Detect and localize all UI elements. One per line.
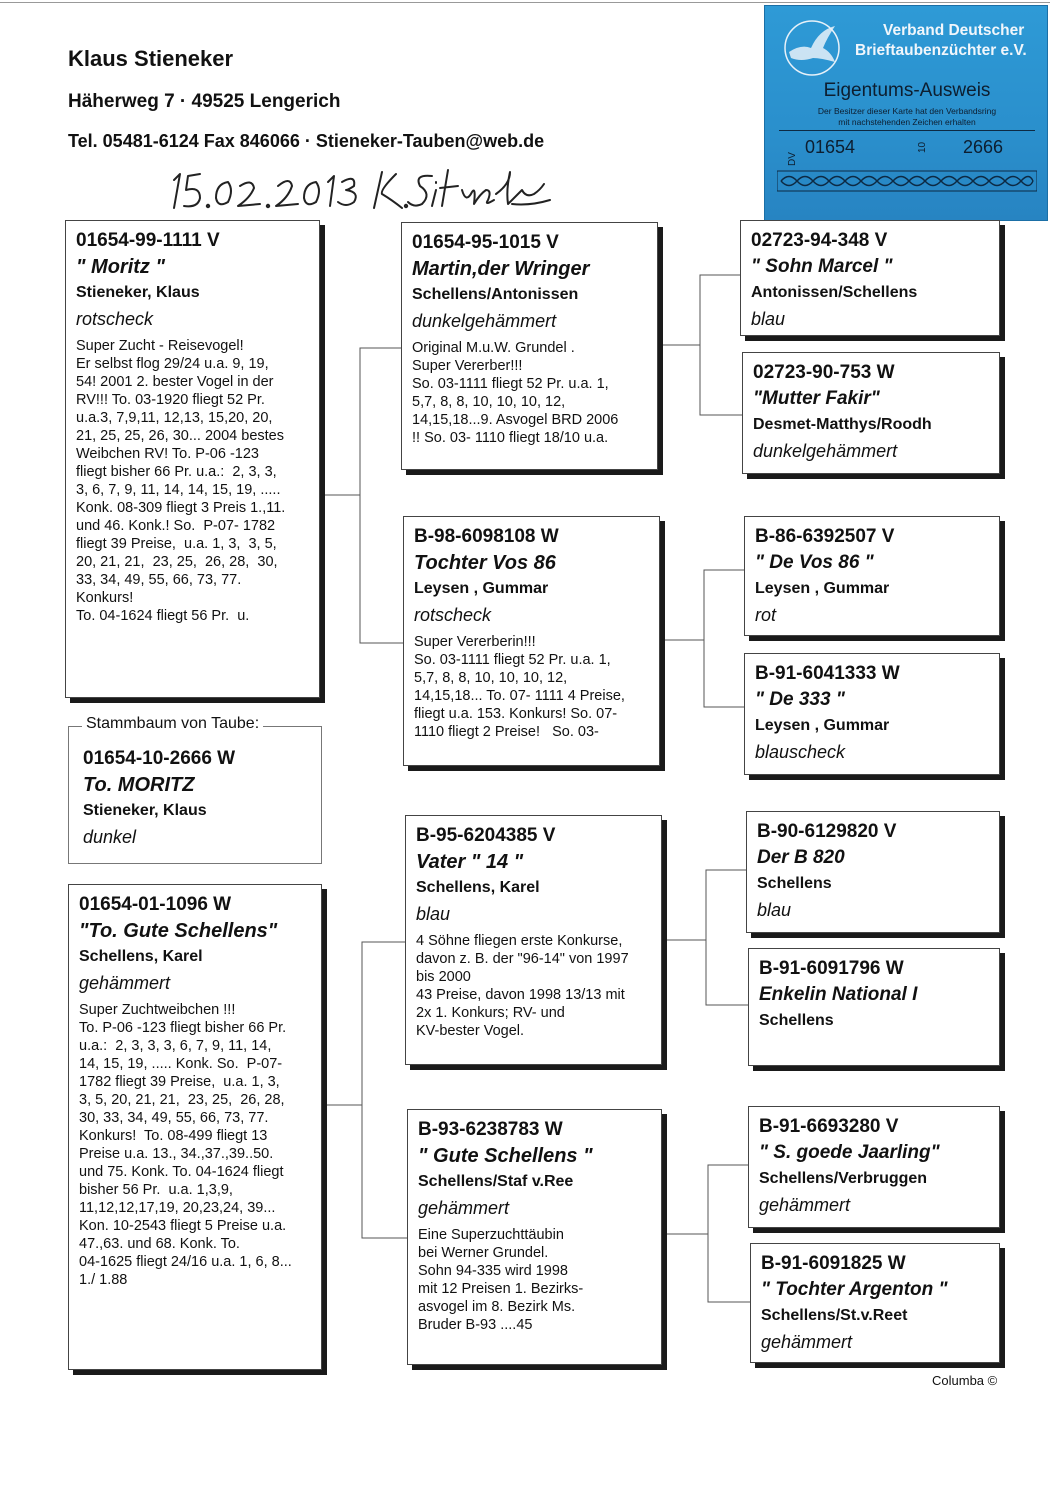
gp-ff-name: Martin,der Wringer [412, 258, 590, 280]
father-performance: Super Zucht - Reisevogel! Er selbst flog 29/24 u.a. 9, 19, 54! 2001 2. bester Vogel in der RV!!! To. 03-1920 fliegt 52 Pr. u.a.3, 7,9,11, 12,13, 15,20, 20, 21, 25, 25, 26, 30... 2004 bestes Weibchen RV! To. P-06 -123 fliegt bisher 66 Pr. u.a.: 2, 3, 3, 3, 6, 7, 9, 11, 14, 14, 15, 19, ..... Konk. 08-309 fliegt 3 Preis 1.,11. und 46. Konk.! So. P-07- 1782 fliegt 39 Preise, u.a. 1, 3, 3, 5, 20, 21, 21, 23, 25, 26, 28, 30, 33, 34, 49, 55, 66, 73, 77. Konkurs! To. 04-1624 fliegt 56 Pr. u. [76, 338, 286, 624]
ggp-ring: 02723-90-753 W [753, 362, 895, 383]
subject-breeder: Stieneker, Klaus [83, 802, 207, 819]
ggp-breeder: Leysen , Gummar [755, 580, 890, 597]
father-ring: 01654-99-1111 V [76, 230, 220, 251]
great-grandparent-box-3 [744, 516, 1000, 636]
gp-mf-color: blau [416, 904, 451, 924]
mother-breeder: Schellens, Karel [79, 948, 203, 965]
great-grandparent-box-4 [744, 653, 1000, 775]
subject-ring: 01654-10-2666 W [83, 748, 236, 769]
gp-fm-ring: B-98-6098108 W [414, 526, 559, 547]
ggp-ring: B-91-6693280 V [759, 1116, 899, 1137]
mother-ring: 01654-01-1096 W [79, 894, 232, 915]
ggp-name: "Mutter Fakir" [753, 388, 880, 409]
ownership-card [764, 5, 1048, 221]
grandmother-paternal-box [403, 516, 660, 766]
ggp-breeder: Antonissen/Schellens [751, 284, 918, 301]
father-breeder: Stieneker, Klaus [76, 284, 200, 301]
pedigree-subject-box [68, 726, 322, 864]
ggp-color: blau [751, 309, 786, 329]
gp-fm-performance: Super Vererberin!!! So. 03-1111 fliegt 52 Pr. u.a. 1, 5,7, 8, 8, 10, 10, 10, 12, 14,15,18... To. 07- 1111 4 Preise, fliegt u.a. 153. Konkurs! So. 07- 1110 fliegt 2 Preise! So. 03- [414, 634, 625, 740]
gp-mm-name: " Gute Schellens " [418, 1145, 593, 1167]
ggp-ring: B-91-6091796 W [759, 958, 904, 979]
mother-name: "To. Gute Schellens" [79, 920, 278, 942]
ggp-name: " S. goede Jaarling" [759, 1142, 940, 1163]
gp-mm-breeder: Schellens/Staf v.Ree [418, 1173, 574, 1190]
father-color: rotscheck [76, 309, 154, 329]
ggp-breeder: Schellens [757, 875, 832, 892]
dove-emblem-icon [779, 18, 845, 78]
card-title: Eigentums-Ausweis [823, 80, 991, 101]
ggp-color: blauscheck [755, 742, 846, 762]
ggp-breeder: Schellens/St.v.Reet [761, 1307, 908, 1324]
great-grandparent-box-7 [748, 1106, 1000, 1228]
gp-mf-ring: B-95-6204385 V [416, 825, 556, 846]
gp-fm-name: Tochter Vos 86 [414, 552, 556, 574]
card-small-text-1: Der Besitzer dieser Karte hat den Verbandsring [817, 106, 997, 116]
breeder-address: Häherweg 7 · 49525 Lengerich [68, 91, 341, 112]
subject-name: To. MORITZ [83, 774, 195, 796]
gp-mm-ring: B-93-6238783 W [418, 1119, 563, 1140]
page-top-border [0, 2, 1050, 3]
gp-ff-breeder: Schellens/Antonissen [412, 286, 579, 303]
grandfather-paternal-box [401, 222, 658, 470]
father-name: " Moritz " [76, 256, 165, 278]
ggp-ring: 02723-94-348 V [751, 230, 888, 251]
ggp-color: rot [755, 605, 777, 625]
gp-mf-name: Vater " 14 " [416, 851, 524, 873]
ggp-breeder: Leysen , Gummar [755, 717, 890, 734]
gp-mf-breeder: Schellens, Karel [416, 879, 540, 896]
card-ring-serial: 2666 [963, 137, 1004, 157]
ggp-name: Enkelin National I [759, 984, 918, 1005]
gp-fm-breeder: Leysen , Gummar [414, 580, 549, 597]
pedigree-legend: Stammbaum von Taube: [82, 715, 263, 733]
card-org-line-2: Brieftaubenzüchter e.V. [855, 42, 1027, 59]
handwritten-date-signature [170, 160, 560, 216]
card-separator [779, 130, 1035, 131]
ggp-breeder: Schellens/Verbruggen [759, 1170, 928, 1187]
card-ornament-border [777, 170, 1037, 192]
ggp-color: dunkelgehämmert [753, 441, 898, 461]
ggp-ring: B-91-6091825 W [761, 1253, 906, 1274]
columba-brand: Columba © [932, 1373, 998, 1388]
card-ring-number: 01654 [805, 137, 856, 157]
gp-mm-color: gehämmert [418, 1198, 510, 1218]
ggp-ring: B-86-6392507 V [755, 526, 895, 547]
gp-mf-performance: 4 Söhne fliegen erste Konkurse, davon z. B. der "96-14" von 1997 bis 2000 43 Preise, davon 1998 13/13 mit 2x 1. Konkurs; RV- und KV-bester Vogel. [416, 933, 629, 1039]
grandmother-maternal-box [407, 1109, 662, 1365]
ggp-name: " Sohn Marcel " [751, 256, 893, 277]
mother-color: gehämmert [79, 973, 171, 993]
great-grandparent-box-1 [740, 220, 1000, 336]
ggp-breeder: Schellens [759, 1012, 834, 1029]
ggp-color: gehämmert [761, 1332, 853, 1352]
gp-ff-ring: 01654-95-1015 V [412, 232, 559, 253]
father-box [65, 220, 320, 698]
gp-ff-color: dunkelgehämmert [412, 311, 557, 331]
grandfather-maternal-box [405, 815, 662, 1065]
mother-box [68, 884, 322, 1370]
ggp-ring: B-91-6041333 W [755, 663, 900, 684]
gp-mm-performance: Eine Superzuchttäubin bei Werner Grundel. Sohn 94-335 wird 1998 mit 12 Preisen 1. Bezirks- asvogel im 8. Bezirk Ms. Bruder B-93 ....45 [418, 1227, 584, 1333]
ggp-ring: B-90-6129820 V [757, 821, 897, 842]
great-grandparent-box-8 [750, 1243, 1000, 1363]
ggp-name: " Tochter Argenton " [761, 1279, 948, 1300]
ggp-color: blau [757, 900, 792, 920]
ggp-breeder: Desmet-Matthys/Roodh [753, 416, 932, 433]
ggp-name: " De Vos 86 " [755, 552, 874, 573]
great-grandparent-box-6 [748, 948, 1000, 1066]
ggp-name: " De 333 " [755, 689, 845, 710]
great-grandparent-box-2 [742, 352, 1000, 474]
ggp-color: gehämmert [759, 1195, 851, 1215]
card-org-line-1: Verband Deutscher [883, 22, 1025, 39]
great-grandparent-box-5 [746, 811, 1000, 933]
subject-color: dunkel [83, 827, 137, 847]
card-ring-year: 10 [917, 141, 928, 153]
breeder-name: Klaus Stieneker [68, 46, 234, 71]
gp-ff-performance: Original M.u.W. Grundel . Super Vererber!!! So. 03-1111 fliegt 52 Pr. u.a. 1, 5,7, 8, 8, 10, 10, 10, 12, 14,15,18...9. Asvogel BRD 2006 !! So. 03- 1110 fliegt 18/10 u.a. [412, 340, 619, 446]
mother-performance: Super Zuchtweibchen !!! To. P-06 -123 fliegt bisher 66 Pr. u.a.: 2, 3, 3, 3, 6, 7, 9, 11, 14, 14, 15, 19, ..... Konk. So. P-07- 1782 fliegt 39 Preise, u.a. 1, 3, 3, 5, 20, 21, 21, 23, 25, 26, 28, 30, 33, 34, 49, 55, 66, 73, 77. Konkurs! To. 08-499 fliegt 13 Preise u.a. 13., 34.,37.,39..50. und 75. Konk. To. 04-1624 fliegt bisher 56 Pr. u.a. 1,3,9, 11,12,12,17,19, 20,23,24, 39... Kon. 10-2543 fliegt 5 Preise u.a. 47.,63. und 68. Konk. To. 04-1625 fliegt 24/16 u.a. 1, 6, 8... 1./ 1.88 [79, 1002, 292, 1288]
card-dv-label: DV [787, 152, 798, 166]
gp-fm-color: rotscheck [414, 605, 492, 625]
ggp-name: Der B 820 [757, 847, 845, 868]
breeder-contact: Tel. 05481-6124 Fax 846066 · Stieneker-Tauben@web.de [68, 131, 545, 151]
card-small-text-2: mit nachstehenden Zeichen erhalten [838, 117, 976, 127]
